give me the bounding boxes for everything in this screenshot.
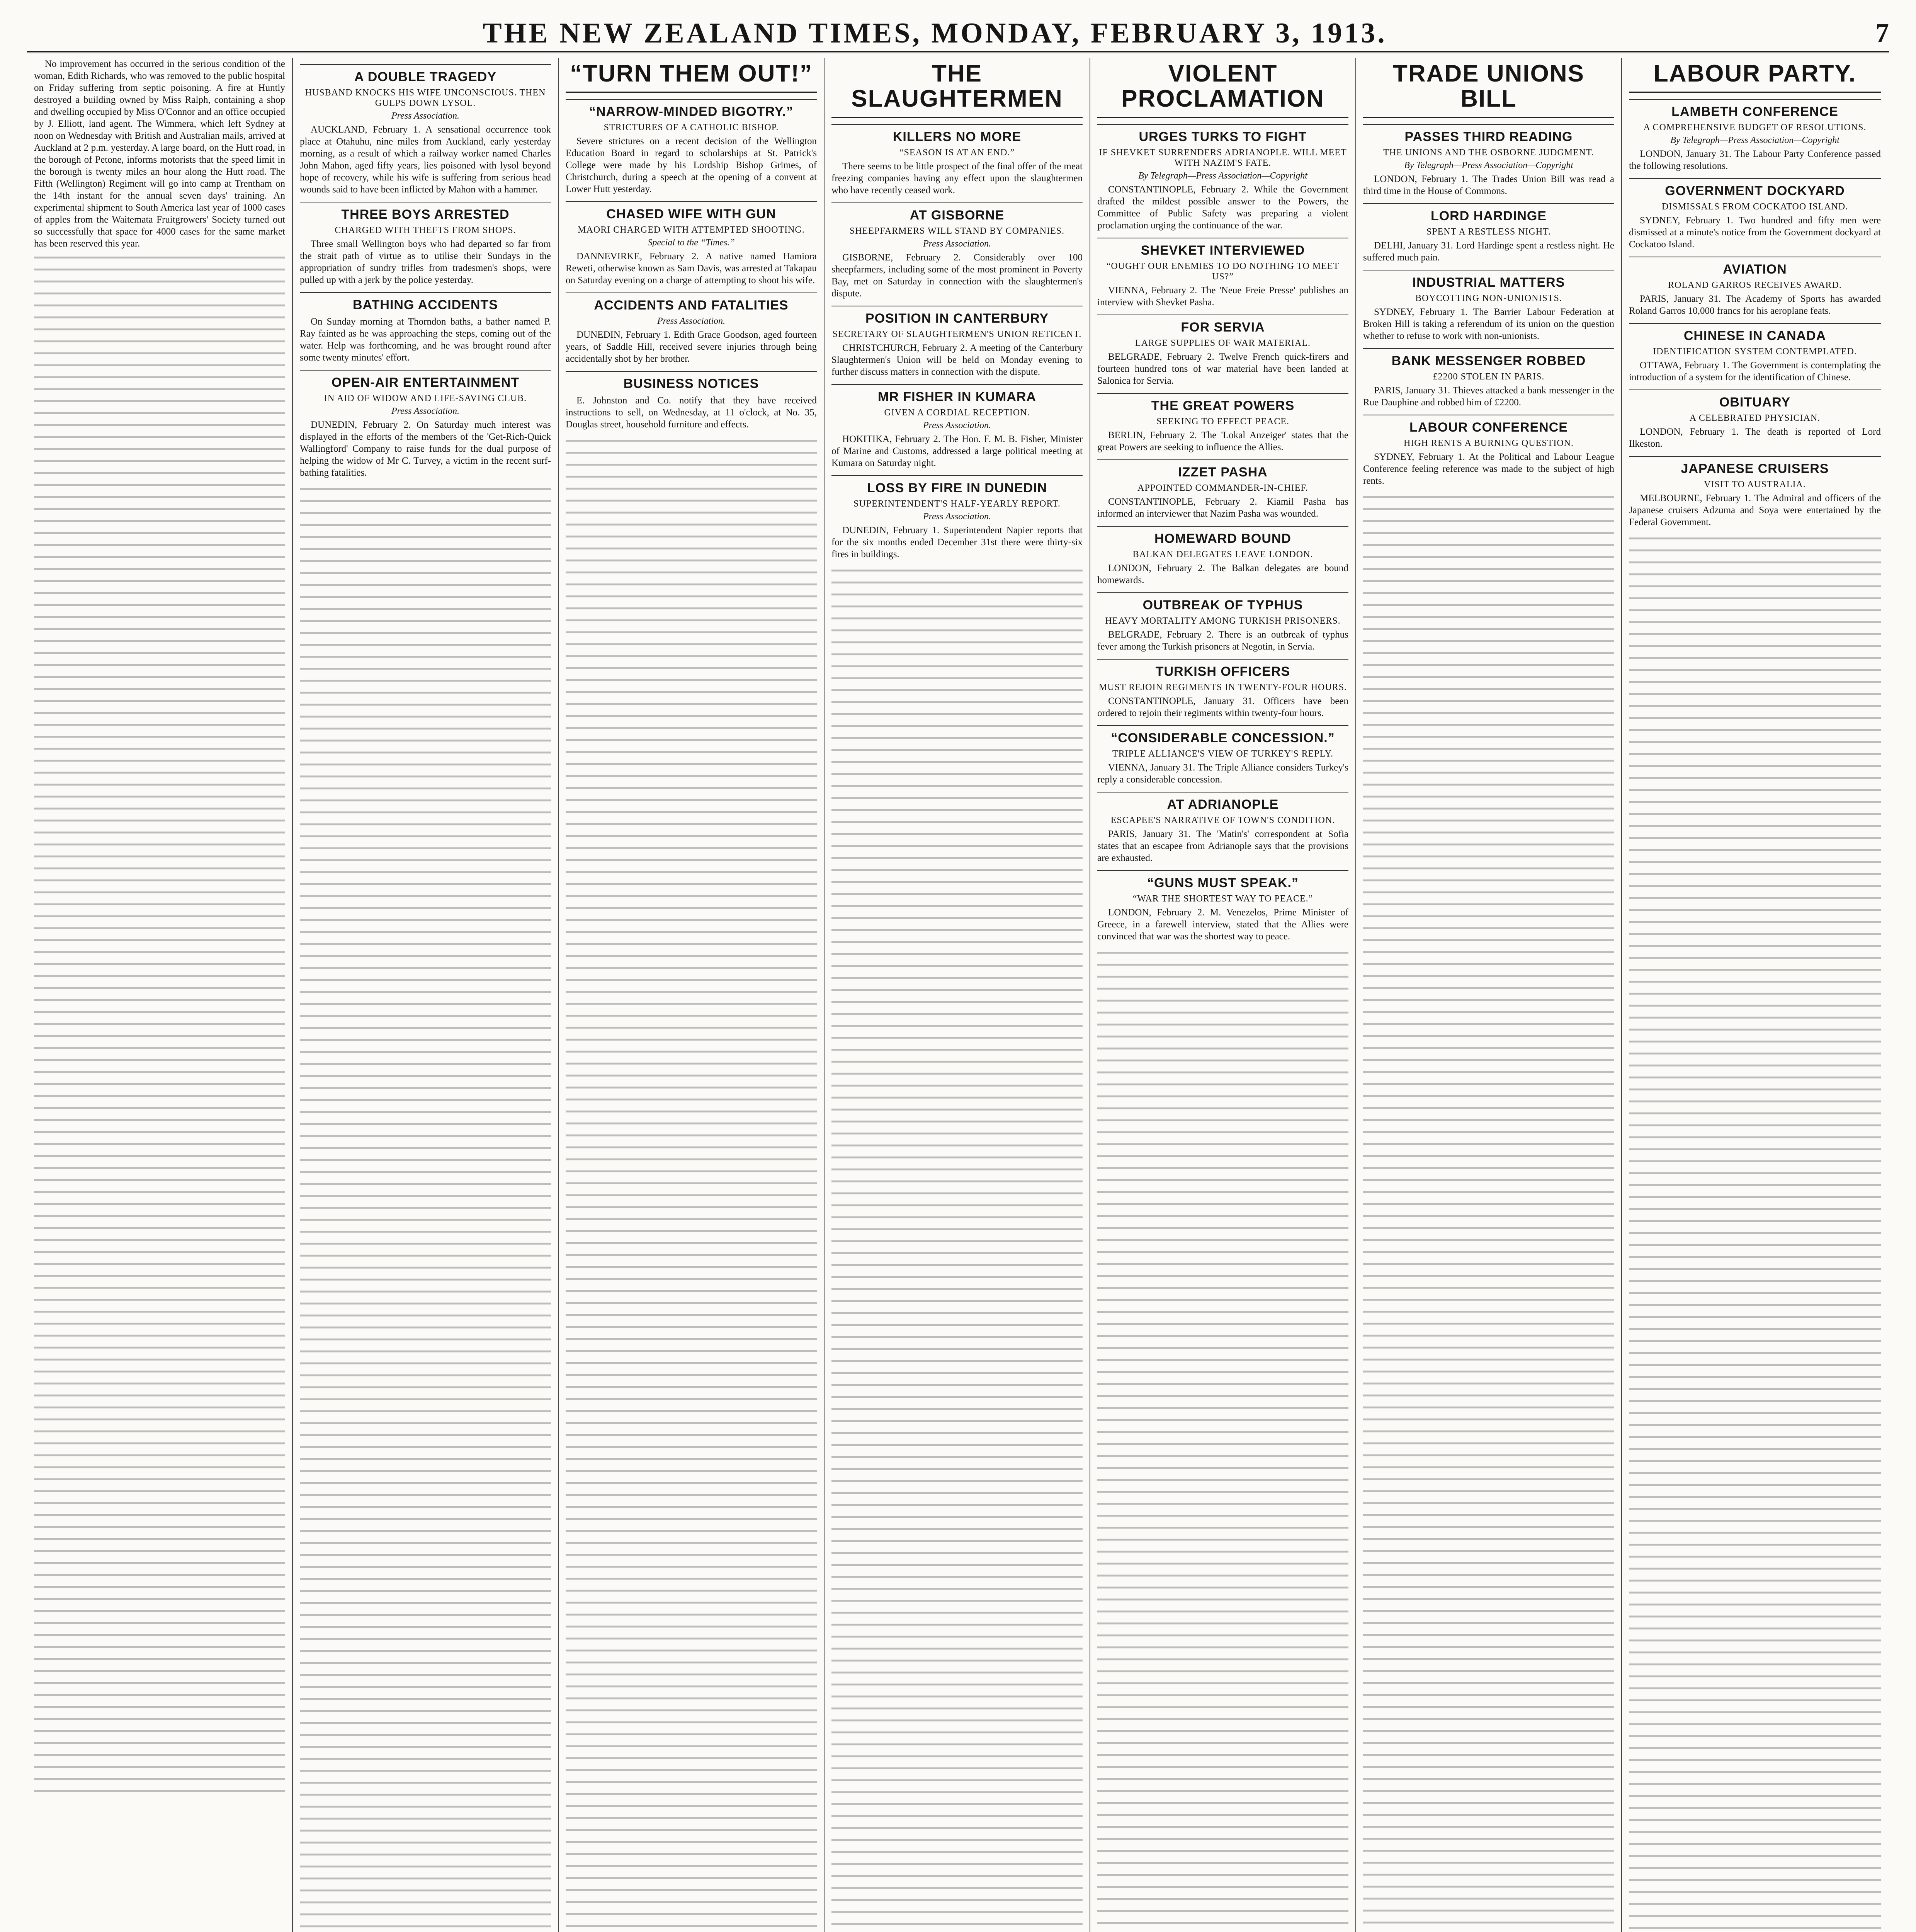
masthead [27, 15, 1889, 53]
news-article [1363, 270, 1614, 342]
article-deck: CHARGED WITH THEFTS FROM SHOPS. [335, 225, 516, 235]
article-deck: SHEEPFARMERS WILL STAND BY COMPANIES. [849, 226, 1065, 236]
news-column [293, 58, 559, 1932]
article-headline: BUSINESS NOTICES [566, 371, 817, 391]
news-article [1629, 99, 1881, 172]
continued-text-lines [1629, 533, 1881, 1932]
news-article [1363, 124, 1614, 197]
newspaper-title: THE NEW ZEALAND TIMES, MONDAY, FEBRUARY 3, 1913. [483, 17, 1387, 49]
article-body: GISBORNE, February 2. Considerably over 100 sheepfarmers, including some of the most prominent in Poverty Bay, met on Saturday in connection with the slaughtermen's dispute. [831, 252, 1083, 299]
article-body: SYDNEY, February 1. At the Political and Labour League Conference feeling reference was made to the subject of high rents. [1363, 452, 1614, 486]
article-headline: PASSES THIRD READING [1363, 124, 1614, 145]
article-body: SYDNEY, February 1. Two hundred and fifty men were dismissed at a minute's notice from the Government dockyard at Cockatoo Island. [1629, 215, 1881, 250]
article-deck: HUSBAND KNOCKS HIS WIFE UNCONSCIOUS. THEN GULPS DOWN LYSOL. [305, 88, 546, 108]
news-article [300, 64, 551, 196]
article-headline: LAMBETH CONFERENCE [1629, 99, 1881, 119]
news-column [27, 58, 293, 1932]
article-headline: AVIATION [1629, 257, 1881, 277]
news-article [1097, 124, 1348, 231]
article-headline: “NARROW-MINDED BIGOTRY.” [566, 99, 817, 119]
article-deck: HIGH RENTS A BURNING QUESTION. [1403, 438, 1574, 449]
news-article [1097, 592, 1348, 653]
article-body: PARIS, January 31. Thieves attacked a bank messenger in the Rue Dauphine and robbed him of £2200. [1363, 385, 1614, 408]
news-article [1363, 348, 1614, 408]
news-article [831, 384, 1083, 469]
news-article [566, 371, 817, 430]
article-body: LONDON, February 1. The death is reported of Lord Ilkeston. [1629, 427, 1881, 449]
article-body: PARIS, January 31. The 'Matin's' correspondent at Sofia states that an escapee from Adrianople says that the provisions are exhausted. [1097, 829, 1348, 864]
continued-text-lines [300, 483, 551, 1932]
article-headline: INDUSTRIAL MATTERS [1363, 270, 1614, 290]
article-headline: OPEN-AIR ENTERTAINMENT [300, 370, 551, 390]
article-deck: IN AID OF WIDOW AND LIFE-SAVING CLUB. [324, 393, 527, 403]
news-article [566, 99, 817, 195]
article-deck: A CELEBRATED PHYSICIAN. [1689, 413, 1821, 423]
news-article [1629, 456, 1881, 528]
article-headline: BANK MESSENGER ROBBED [1363, 348, 1614, 369]
article-credit: Press Association. [923, 239, 991, 249]
article-credit: Press Association. [923, 512, 991, 522]
article-body: AUCKLAND, February 1. A sensational occurrence took place at Otahuhu, nine miles from Auckland, early yesterday morning, as a result of which a railway worker named Charles John Mahon, aged fifty years, lies poisoned with lysol beyond hope of recovery, while his wife is suffering from serious head wounds said to have been inflicted by Mahon with a hammer. [300, 124, 551, 195]
continued-text-lines [566, 435, 817, 1932]
article-headline: FOR SERVIA [1097, 315, 1348, 335]
article-deck: “WAR THE SHORTEST WAY TO PEACE.” [1132, 894, 1313, 904]
article-headline: MR FISHER IN KUMARA [831, 384, 1083, 405]
article-body: DUNEDIN, February 1. Edith Grace Goodson, aged fourteen years, of Saddle Hill, received severe injuries through being accidentally shot by her brother. [566, 330, 817, 364]
article-body: HOKITIKA, February 2. The Hon. F. M. B. Fisher, Minister of Marine and Customs, addressed a large political meeting at Kumara on Saturday night. [831, 434, 1083, 469]
news-column [559, 58, 825, 1932]
article-headline: URGES TURKS TO FIGHT [1097, 124, 1348, 145]
column-headline: LABOUR PARTY. [1629, 58, 1881, 93]
news-article [1097, 725, 1348, 786]
continued-text-lines [1363, 492, 1614, 1932]
article-deck: APPOINTED COMMANDER-IN-CHIEF. [1137, 483, 1308, 493]
article-headline: IZZET PASHA [1097, 459, 1348, 480]
article-deck: HEAVY MORTALITY AMONG TURKISH PRISONERS. [1105, 616, 1341, 626]
news-article [1629, 178, 1881, 250]
news-article [1097, 870, 1348, 942]
article-body: VIENNA, January 31. The Triple Alliance considers Turkey's reply a considerable concession. [1097, 762, 1348, 785]
article-body: LONDON, February 2. The Balkan delegates are bound homewards. [1097, 563, 1348, 586]
news-article [1629, 323, 1881, 383]
article-credit: Press Association. [657, 316, 725, 327]
article-body: DUNEDIN, February 2. On Saturday much interest was displayed in the efforts of the members of the 'Get-Rich-Quick Wallingford' Company to raise funds for the dual purpose of helping the widow of Mr C. Turvey, a victim in the recent surf-bathing fatalities. [300, 420, 551, 478]
article-body: SYDNEY, February 1. The Barrier Labour Federation at Broken Hill is taking a referendum of its union on the question whether to refuse to work with non-unionists. [1363, 307, 1614, 342]
article-body: Severe strictures on a recent decision of the Wellington Education Board in regard to scholarships at St. Patrick's College were made by his Lordship Bishop Grimes, of Christchurch, during a speech at the opening of a convent at Lower Hutt yesterday. [566, 136, 817, 195]
article-headline: AT ADRIANOPLE [1097, 792, 1348, 812]
article-body: PARIS, January 31. The Academy of Sports has awarded Roland Garros 10,000 francs for his aeroplane feats. [1629, 294, 1881, 316]
news-article [1097, 659, 1348, 719]
news-article [566, 293, 817, 365]
article-body: DUNEDIN, February 1. Superintendent Napier reports that for the six months ended December 31st there were thirty-six fires in buildings. [831, 525, 1083, 560]
article-deck: £2200 STOLEN IN PARIS. [1433, 372, 1545, 382]
news-article [1097, 459, 1348, 520]
news-article [1097, 526, 1348, 586]
page-number: 7 [1875, 18, 1889, 48]
continued-text-lines [831, 565, 1083, 1932]
article-body: E. Johnston and Co. notify that they have received instructions to sell, on Wednesday, at 11 o'clock, at No. 35, Douglas street, household furniture and effects. [566, 395, 817, 430]
article-body: OTTAWA, February 1. The Government is contemplating the introduction of a system for the identification of Chinese. [1629, 360, 1881, 383]
article-deck: IF SHEVKET SURRENDERS ADRIANOPLE. WILL MEET WITH NAZIM'S FATE. [1099, 148, 1347, 168]
article-body: CONSTANTINOPLE, February 2. Kiamil Pasha has informed an interviewer that Nazim Pasha was wounded. [1097, 497, 1348, 519]
article-body: BELGRADE, February 2. Twelve French quick-firers and fourteen hundred tons of war material have been landed at Salonica for Servia. [1097, 352, 1348, 386]
article-headline: A DOUBLE TRAGEDY [300, 64, 551, 85]
article-deck: SEEKING TO EFFECT PEACE. [1156, 417, 1290, 427]
news-article [1097, 393, 1348, 453]
article-credit: By Telegraph—Press Association—Copyright [1138, 171, 1307, 181]
article-headline: BATHING ACCIDENTS [300, 292, 551, 313]
article-body: CONSTANTINOPLE, February 2. While the Government drafted the mildest possible answer to the Powers, the Committee of Public Safety was preparing a violent proclamation urging the continuance of the war. [1097, 184, 1348, 231]
article-body: Three small Wellington boys who had departed so far from the strait path of virtue as to utilise their Sundays in the appropriation of sundry trifles from tradesmen's shops, were pulled up with a jerk by the police yesterday. [300, 239, 551, 285]
article-credit: Press Association. [391, 111, 459, 121]
news-article [1363, 203, 1614, 264]
article-headline: HOMEWARD BOUND [1097, 526, 1348, 546]
article-deck: SUPERINTENDENT'S HALF-YEARLY REPORT. [853, 499, 1061, 509]
article-credit: Special to the “Times.” [648, 238, 735, 248]
article-deck: SECRETARY OF SLAUGHTERMEN'S UNION RETICENT. [832, 329, 1082, 340]
article-deck: SPENT A RESTLESS NIGHT. [1426, 227, 1551, 237]
article-deck: MAORI CHARGED WITH ATTEMPTED SHOOTING. [578, 225, 805, 235]
article-deck: VISIT TO AUSTRALIA. [1704, 480, 1806, 490]
continued-text-lines [1097, 947, 1348, 1932]
news-article [300, 292, 551, 364]
news-article [1629, 389, 1881, 450]
article-credit: By Telegraph—Press Association—Copyright [1670, 135, 1839, 146]
article-headline: POSITION IN CANTERBURY [831, 306, 1083, 326]
page-columns [27, 58, 1889, 1932]
continued-text-lines [34, 252, 285, 1798]
intro-text: No improvement has occurred in the serious condition of the woman, Edith Richards, who was removed to the public hospital on Friday suffering from septic poisoning. A fire at Huntly destroyed a building owned by Miss Ralph, containing a shop and dwelling occupied by Miss O'Connor and an office occupied by J. Elliott, land agent. The Wimmera, which left Sydney at noon on Wednesday with British and Australian mails, arrived at Auckland at 2 p.m. yesterday. A large board, on the Hutt road, in the borough of Petone, informs motorists that the speed limit in the borough is twenty miles an hour along the Hutt road. The Fifth (Wellington) Regiment will go into camp at Trentham on the 14th instant for the annual seven days' training. An experimental shipment to South America last year of 1000 cases of apples from the Waitemata Fruitgrowers' Society turned out so successfully that space for 4000 cases for the same market has been reserved this year. [34, 59, 285, 249]
news-article [1363, 415, 1614, 487]
article-deck: ESCAPEE'S NARRATIVE OF TOWN'S CONDITION. [1110, 815, 1335, 826]
news-article [831, 306, 1083, 378]
article-body: There seems to be little prospect of the final offer of the meat freezing companies having any effect upon the slaughtermen who have recently ceased work. [831, 161, 1083, 196]
article-headline: KILLERS NO MORE [831, 124, 1083, 145]
article-deck: “SEASON IS AT AN END.” [899, 148, 1015, 158]
article-credit: Press Association. [923, 420, 991, 431]
article-body: CHRISTCHURCH, February 2. A meeting of the Canterbury Slaughtermen's Union will be held on Monday evening to further discuss matters in connection with the dispute. [831, 343, 1083, 378]
article-body: DANNEVIRKE, February 2. A native named Hamiora Reweti, otherwise known as Sam Davis, was arrested at Takapau on Saturday evening on a charge of attempting to shoot his wife. [566, 251, 817, 286]
article-headline: THE GREAT POWERS [1097, 393, 1348, 413]
news-column [1356, 58, 1622, 1932]
article-body: LONDON, January 31. The Labour Party Conference passed the following resolutions. [1629, 149, 1881, 172]
article-headline: LORD HARDINGE [1363, 203, 1614, 224]
column-headline: VIOLENT PROCLAMATION [1097, 58, 1348, 118]
article-headline: JAPANESE CRUISERS [1629, 456, 1881, 476]
article-headline: GOVERNMENT DOCKYARD [1629, 178, 1881, 199]
news-article [831, 202, 1083, 299]
article-headline: LOSS BY FIRE IN DUNEDIN [831, 475, 1083, 496]
news-article [566, 201, 817, 286]
article-headline: OBITUARY [1629, 389, 1881, 410]
article-headline: CHINESE IN CANADA [1629, 323, 1881, 344]
article-body: MELBOURNE, February 1. The Admiral and officers of the Japanese cruisers Adzuma and Soya were entertained by the Federal Government. [1629, 493, 1881, 528]
article-deck: TRIPLE ALLIANCE'S VIEW OF TURKEY'S REPLY. [1112, 749, 1334, 759]
article-headline: LABOUR CONFERENCE [1363, 415, 1614, 435]
article-headline: ACCIDENTS AND FATALITIES [566, 293, 817, 313]
article-body: CONSTANTINOPLE, January 31. Officers have been ordered to rejoin their regiments within twenty-four hours. [1097, 696, 1348, 719]
article-headline: “CONSIDERABLE CONCESSION.” [1097, 725, 1348, 746]
news-article [831, 124, 1083, 196]
article-body: VIENNA, February 2. The 'Neue Freie Presse' publishes an interview with Shevket Pasha. [1097, 285, 1348, 308]
article-deck: ROLAND GARROS RECEIVES AWARD. [1668, 280, 1842, 291]
article-headline: TURKISH OFFICERS [1097, 659, 1348, 679]
article-deck: THE UNIONS AND THE OSBORNE JUDGMENT. [1383, 148, 1594, 158]
article-headline: AT GISBORNE [831, 202, 1083, 223]
article-body: DELHI, January 31. Lord Hardinge spent a restless night. He suffered much pain. [1363, 240, 1614, 263]
article-credit: By Telegraph—Press Association—Copyright [1404, 160, 1573, 171]
news-article [831, 475, 1083, 560]
article-body: BERLIN, February 2. The 'Lokal Anzeiger' states that the great Powers are seeking to influence the Allies. [1097, 430, 1348, 453]
column-headline: “TURN THEM OUT!” [566, 58, 817, 93]
news-article [1097, 792, 1348, 864]
article-body: LONDON, February 1. The Trades Union Bill was read a third time in the House of Commons. [1363, 174, 1614, 197]
article-deck: BOYCOTTING NON-UNIONISTS. [1415, 293, 1562, 304]
article-deck: A COMPREHENSIVE BUDGET OF RESOLUTIONS. [1643, 122, 1867, 133]
column-intro [34, 58, 285, 250]
news-article [300, 202, 551, 286]
article-headline: “GUNS MUST SPEAK.” [1097, 870, 1348, 891]
article-deck: STRICTURES OF A CATHOLIC BISHOP. [604, 122, 779, 133]
article-body: On Sunday morning at Thorndon baths, a bather named P. Ray fainted as he was approaching the steps, coming out of the water. Help was forthcoming, and he was brought round after some twenty minutes' effort. [300, 316, 551, 363]
article-deck: IDENTIFICATION SYSTEM CONTEMPLATED. [1653, 347, 1857, 357]
article-body: LONDON, February 2. M. Venezelos, Prime Minister of Greece, in a farewell interview, stated that the Allies were convinced that war was the shortest way to peace. [1097, 907, 1348, 942]
article-headline: CHASED WIFE WITH GUN [566, 201, 817, 222]
article-headline: SHEVKET INTERVIEWED [1097, 238, 1348, 258]
article-headline: OUTBREAK OF TYPHUS [1097, 592, 1348, 613]
news-column [1622, 58, 1888, 1932]
article-deck: “OUGHT OUR ENEMIES TO DO NOTHING TO MEET US?” [1106, 261, 1340, 282]
article-deck: GIVEN A CORDIAL RECEPTION. [884, 408, 1030, 418]
article-deck: MUST REJOIN REGIMENTS IN TWENTY-FOUR HOURS. [1098, 682, 1347, 693]
news-article [300, 370, 551, 479]
news-column [1090, 58, 1356, 1932]
news-column [825, 58, 1090, 1932]
article-body: BELGRADE, February 2. There is an outbreak of typhus fever among the Turkish prisoners at Negotin, in Servia. [1097, 629, 1348, 652]
column-headline: TRADE UNIONS BILL [1363, 58, 1614, 118]
news-article [1097, 315, 1348, 387]
article-deck: LARGE SUPPLIES OF WAR MATERIAL. [1135, 338, 1311, 349]
news-article [1629, 257, 1881, 317]
news-article [1097, 238, 1348, 308]
article-headline: THREE BOYS ARRESTED [300, 202, 551, 222]
column-headline: THE SLAUGHTERMEN [831, 58, 1083, 118]
article-credit: Press Association. [391, 406, 459, 416]
article-deck: DISMISSALS FROM COCKATOO ISLAND. [1661, 202, 1848, 212]
article-deck: BALKAN DELEGATES LEAVE LONDON. [1132, 549, 1313, 560]
